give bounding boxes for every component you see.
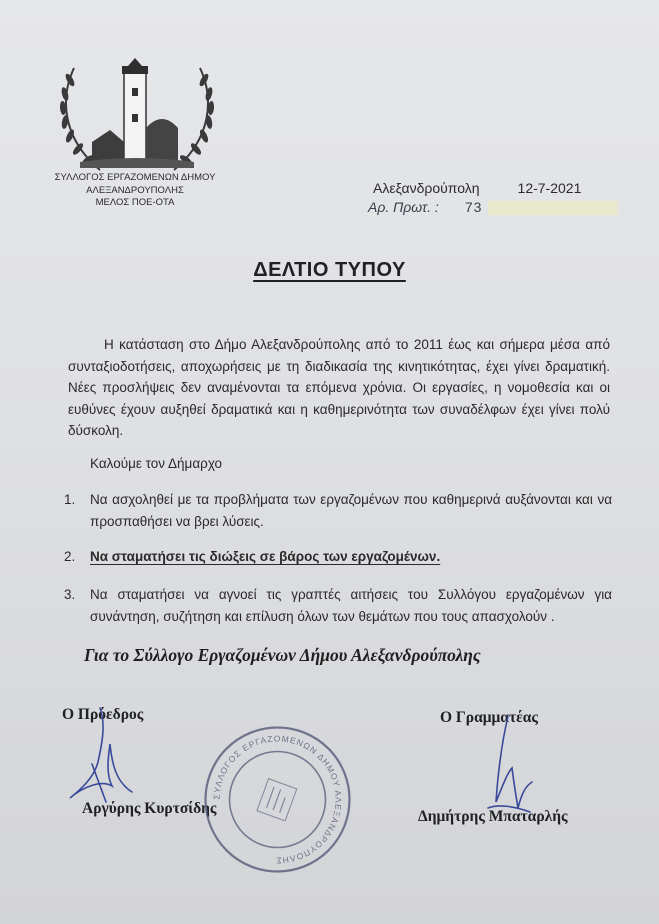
list-item: [64, 584, 612, 627]
protocol-line: [368, 199, 618, 215]
place: Αλεξανδρούπολη: [373, 180, 480, 196]
president-role: Ο Πρόεδρος: [62, 706, 144, 723]
org-city-line: ΑΛΕΞΑΝΔΡΟΥΠΟΛΗΣ: [86, 184, 184, 196]
stamp-icon: [200, 722, 355, 877]
closing-line: Για το Σύλλογο Εργαζομένων Δήμου Αλεξανδρούπολης: [84, 645, 481, 665]
date: 12-7-2021: [517, 180, 582, 196]
call-line: Καλούμε τον Δήμαρχο: [90, 456, 223, 471]
list-item-number: 2.: [64, 549, 76, 564]
list-item-text: Να σταματήσει τις διώξεις σε βάρος των εργαζομένων.: [90, 549, 441, 564]
list-item-number: 1.: [64, 492, 76, 507]
body-paragraph: Η κατάσταση στο Δήμο Αλεξανδρούπολης από το 2011 έως και σήμερα μέσα από συνταξιοδοτήσεις, αποχωρήσεις με τη διαδικασία της κινητικότητας, έχει γίνει δραματική. Νέες προσλήψεις δεν αναμένονται τα επόμενα χρόνια. Οι εργασίες, η νομοθεσία και οι ευθύνες έχουν αυξηθεί δραματικά και η καθημερινότητα των συναδέλφων έχει γίνει πολύ δύσκολη.: [68, 337, 610, 438]
list-item: [64, 546, 612, 568]
list-item: [64, 489, 612, 532]
place-date: [373, 180, 581, 196]
signature-icon: [62, 704, 142, 814]
laurel-lighthouse-logo-icon: [52, 58, 222, 178]
list-item-number: 3.: [64, 587, 76, 602]
highlighter-mark: [488, 201, 618, 215]
signature-icon: [478, 712, 538, 822]
protocol-label: Αρ. Πρωτ. :: [368, 199, 439, 215]
secretary-name: Δημήτρης Μπαταρλής: [418, 808, 568, 825]
stamp-text: ΣΥΛΛΟΓΟΣ ΕΡΓΑΖΟΜΕΝΩΝ ΔΗΜΟΥ ΑΛΕΞΑΝΔΡΟΥΠΟΛΗΣ: [211, 733, 344, 866]
document-title: ΔΕΛΤΙΟ ΤΥΠΟΥ: [253, 259, 406, 281]
president-name: Αργύρης Κυρτσίδης: [82, 800, 217, 817]
org-name-line: ΣΥΛΛΟΓΟΣ ΕΡΓΑΖΟΜΕΝΩΝ ΔΗΜΟΥ: [54, 172, 216, 183]
protocol-number: 73: [464, 199, 483, 215]
org-membership-line: ΜΕΛΟΣ ΠΟΕ-ΟΤΑ: [95, 197, 175, 208]
list-item-text: Να ασχοληθεί με τα προβλήματα των εργαζομένων που καθημερινά αυξάνονται και να προσπαθήσει να βρει λύσεις.: [90, 492, 612, 529]
list-item-text: Να σταματήσει να αγνοεί τις γραπτές αιτήσεις του Συλλόγου εργαζομένων για συνάντηση, συζήτηση και επίλυση όλων των θεμάτων που τους απασχολούν .: [90, 587, 612, 624]
organization-header: [40, 172, 230, 210]
secretary-role: Ο Γραμματέας: [440, 709, 538, 726]
